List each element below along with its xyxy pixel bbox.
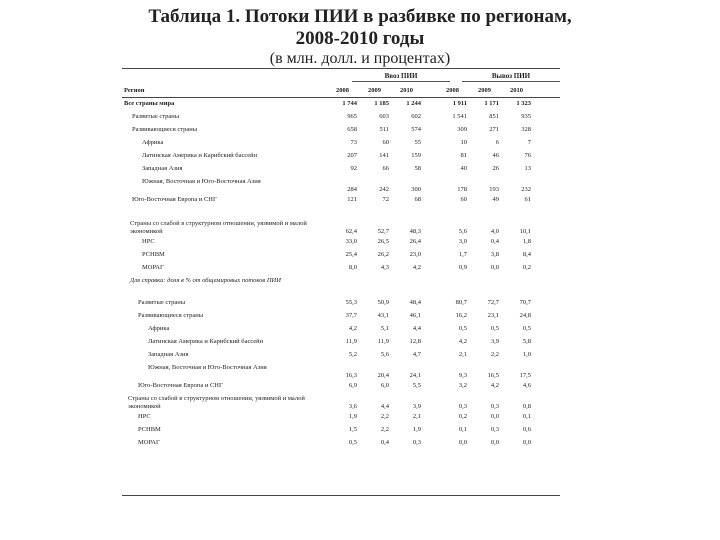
cell: 9,3 [458,372,467,379]
cell: 284 [347,186,357,193]
row-label: Африка [142,139,164,146]
row-label: Западная Азия [142,165,183,172]
cell: 0,5 [490,325,499,332]
cell: 70,7 [519,299,531,306]
cell: 73 [350,139,357,146]
cell: 141 [379,152,389,159]
cell: 207 [347,152,357,159]
cell: 1 185 [374,100,389,107]
cell: 48,4 [409,299,421,306]
cell: 1,9 [348,413,357,420]
cell: 0,5 [348,439,357,446]
cell: 0,0 [522,439,531,446]
year-header: 2008 [446,87,459,94]
cell: 3,9 [412,403,421,410]
cell: 2,2 [490,351,499,358]
cell: 1 323 [516,100,531,107]
cell: 0,6 [522,426,531,433]
cell: 1,8 [522,238,531,245]
cell: 26,2 [377,251,389,258]
table-title-years: 2008-2010 годы [295,28,425,49]
cell: 0,3 [458,403,467,410]
row-label: НРС [138,413,151,420]
cell: 60 [382,139,389,146]
table-row [122,178,560,196]
row-label: Южная, Восточная и Юго-Восточная Азия [148,364,267,371]
cell: 11,9 [377,338,389,345]
row-label: Для справки: доля в % от общемировых потоков ПИИ [130,277,281,284]
cell: 26,4 [409,238,421,245]
table-note-row [122,277,560,299]
cell: 50,9 [377,299,389,306]
table-title: Таблица 1. Потоки ПИИ в разбивке по регионам, [148,6,572,27]
cell: 66 [382,165,389,172]
cell: 4,4 [412,325,421,332]
cell: 3,2 [458,382,467,389]
cell: 46 [492,152,499,159]
cell: 62,4 [345,228,357,235]
cell: 0,9 [458,264,467,271]
table-row [122,238,560,251]
cell: 20,4 [377,372,389,379]
cell: 2,1 [412,413,421,420]
row-label: Страны со слабой в структурном отношении, уязвимой и малой экономикой [128,395,305,410]
cell: 1 171 [484,100,499,107]
cell: 851 [489,113,499,120]
table-row [122,338,560,351]
table-row [122,364,560,382]
row-label: Западная Азия [148,351,189,358]
cell: 0,8 [522,403,531,410]
row-label: Южная, Восточная и Юго-Восточная Азия [142,178,261,185]
cell: 37,7 [345,312,357,319]
row-label: Развивающиеся страны [138,312,204,319]
cell: 0,0 [490,413,499,420]
table-row [122,413,560,426]
cell: 309 [457,126,467,133]
cell: 0,0 [490,264,499,271]
cell: 60 [460,196,467,203]
cell: 4,2 [412,264,421,271]
year-header: 2010 [400,87,413,94]
cell: 58 [414,165,421,172]
cell: 1 244 [406,100,421,107]
table-row [122,382,560,395]
cell: 76 [524,152,531,159]
cell: 8,4 [522,251,531,258]
table-row [122,251,560,264]
outflow-group-header: Вывоз ПИИ [491,72,531,80]
cell: 5,2 [348,351,357,358]
table-row [122,325,560,338]
cell: 23,1 [487,312,499,319]
row-label: Развивающиеся страны [132,126,198,133]
cell: 52,7 [377,228,389,235]
cell: 0,5 [458,325,467,332]
cell: 574 [411,126,421,133]
table-row [122,395,560,413]
cell: 0,2 [522,264,531,271]
cell: 5,8 [522,338,531,345]
column-header-row [122,86,560,98]
cell: 72,7 [487,299,499,306]
year-header: 2010 [510,87,523,94]
table-row [122,100,560,113]
inflow-group-rule [352,81,450,82]
fdi-table [122,68,560,496]
cell: 4,3 [380,264,389,271]
year-header: 2008 [336,87,349,94]
cell: 0,2 [458,413,467,420]
cell: 26,5 [377,238,389,245]
cell: 3,0 [458,238,467,245]
cell: 12,8 [409,338,421,345]
cell: 46,1 [409,312,421,319]
inflow-group-header: Ввоз ПИИ [384,72,418,80]
row-label: Африка [148,325,170,332]
row-label: Латинская Америка и Карибский бассейн [148,338,264,345]
row-label: Латинская Америка и Карибский бассейн [142,152,258,159]
cell: 48,3 [409,228,421,235]
row-label: Страны со слабой в структурном отношении, уязвимой и малой экономикой [130,220,307,235]
cell: 0,0 [490,439,499,446]
row-label: НРС [142,238,155,245]
region-header: Регион [124,87,145,94]
row-label: МОРАГ [138,439,160,446]
cell: 4,0 [490,228,499,235]
row-label: РСНВМ [138,426,161,433]
outflow-group-rule [462,81,560,82]
cell: 72 [382,196,389,203]
cell: 55 [414,139,421,146]
cell: 55,3 [345,299,357,306]
cell: 603 [379,113,389,120]
cell: 193 [489,186,499,193]
cell: 1 744 [342,100,357,107]
cell: 6,9 [348,382,357,389]
cell: 965 [347,113,357,120]
row-label: Все страны мира [124,100,175,107]
table-row [122,126,560,139]
cell: 16,2 [455,312,467,319]
cell: 5,1 [380,325,389,332]
cell: 4,2 [348,325,357,332]
cell: 1,5 [348,426,357,433]
row-label: Развитые страны [132,113,180,120]
cell: 16,3 [345,372,357,379]
cell: 3,6 [348,403,357,410]
table-row [122,351,560,364]
cell: 2,2 [380,426,389,433]
cell: 178 [457,186,467,193]
cell: 24,8 [519,312,531,319]
cell: 92 [350,165,357,172]
row-label: Развитые страны [138,299,186,306]
cell: 2,2 [380,413,389,420]
cell: 271 [489,126,499,133]
cell: 7 [527,139,531,146]
cell: 68 [414,196,421,203]
cell: 4,2 [458,338,467,345]
cell: 3,8 [490,251,499,258]
cell: 0,0 [458,439,467,446]
cell: 0,5 [522,325,531,332]
cell: 0,3 [412,439,421,446]
cell: 8,0 [348,264,357,271]
cell: 300 [411,186,421,193]
cell: 658 [347,126,357,133]
year-header: 2009 [478,87,491,94]
cell: 1,7 [458,251,467,258]
cell: 23,0 [409,251,421,258]
cell: 0,3 [490,403,499,410]
cell: 6 [495,139,499,146]
cell: 25,4 [345,251,357,258]
cell: 0,1 [458,426,467,433]
row-label: МОРАГ [142,264,164,271]
table-row [122,439,560,452]
cell: 0,3 [490,426,499,433]
cell: 159 [411,152,421,159]
cell: 3,9 [490,338,499,345]
table-body [122,100,560,452]
cell: 0,1 [522,413,531,420]
cell: 0,4 [490,238,499,245]
cell: 40 [460,165,467,172]
cell: 1 911 [452,100,467,107]
cell: 81 [460,152,467,159]
table-row [122,264,560,277]
table-row [122,426,560,439]
cell: 602 [411,113,421,120]
table-row [122,165,560,178]
table-row [122,113,560,126]
cell: 4,6 [522,382,531,389]
row-label: РСНВМ [142,251,165,258]
cell: 5,6 [380,351,389,358]
cell: 4,4 [380,403,389,410]
table-units: (в млн. долл. и процентах) [269,50,451,67]
cell: 16,5 [487,372,499,379]
cell: 1,0 [522,351,531,358]
cell: 232 [521,186,531,193]
cell: 121 [347,196,357,203]
table-row [122,196,560,220]
cell: 49 [492,196,499,203]
table-row [122,139,560,152]
cell: 6,0 [380,382,389,389]
table-row [122,312,560,325]
cell: 328 [521,126,531,133]
row-label: Юго-Восточная Европа и СНГ [138,382,223,389]
table-row [122,152,560,165]
cell: 4,7 [412,351,421,358]
cell: 0,4 [380,439,389,446]
cell: 17,5 [519,372,531,379]
cell: 24,1 [409,372,421,379]
table-row [122,220,560,238]
cell: 5,5 [412,382,421,389]
cell: 61 [524,196,531,203]
cell: 242 [379,186,389,193]
cell: 511 [379,126,389,133]
cell: 13 [524,165,531,172]
cell: 11,9 [345,338,357,345]
table-row [122,299,560,312]
cell: 10 [460,139,467,146]
cell: 26 [492,165,499,172]
cell: 33,0 [345,238,357,245]
cell: 4,2 [490,382,499,389]
cell: 5,6 [458,228,467,235]
cell: 935 [521,113,531,120]
cell: 10,1 [519,228,531,235]
cell: 43,1 [377,312,389,319]
row-label: Юго-Восточная Европа и СНГ [132,196,217,203]
cell: 2,1 [458,351,467,358]
cell: 80,7 [455,299,467,306]
cell: 1 541 [452,113,467,120]
cell: 1,9 [412,426,421,433]
year-header: 2009 [368,87,381,94]
